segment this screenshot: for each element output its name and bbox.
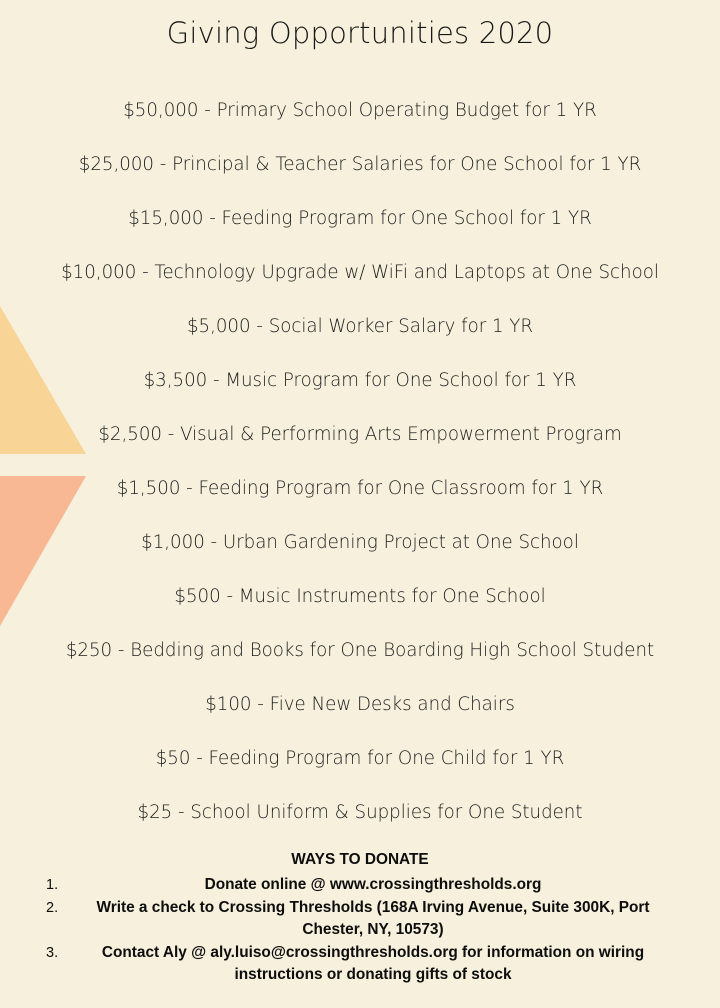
step-number: 1. [46,877,59,893]
giving-item: $2,500 - Visual & Performing Arts Empowerment Program [98,424,622,445]
step-text: Donate online @ www.crossingthresholds.org [204,876,542,893]
giving-item: $50,000 - Primary School Operating Budget for 1 YR [123,100,597,121]
giving-item: $250 - Bedding and Books for One Boarding High School Student [65,640,655,661]
giving-item: $5,000 - Social Worker Salary for 1 YR [186,316,534,337]
giving-item: $25 - School Uniform & Supplies for One Student [137,802,583,823]
giving-item: $50 - Feeding Program for One Child for 1 YR [155,748,565,769]
page-title: Giving Opportunities 2020 [166,16,554,50]
giving-item: $1,000 - Urban Gardening Project at One School [141,532,579,553]
ways-to-donate-heading: WAYS TO DONATE [291,851,429,868]
giving-item: $1,500 - Feeding Program for One Classroom for 1 YR [116,478,604,499]
giving-item: $100 - Five New Desks and Chairs [205,694,515,715]
step-text: Contact Aly @ aly.luiso@crossingthresholds.org for information on wiring instructions or donating gifts of stock [101,943,645,983]
donate-step [0,897,720,942]
donate-step [0,942,720,987]
giving-item: $3,500 - Music Program for One School for 1 YR [143,370,577,391]
giving-item: $25,000 - Principal & Teacher Salaries for One School for 1 YR [78,154,642,175]
ways-to-donate-section [0,851,720,987]
giving-item: $500 - Music Instruments for One School [174,586,546,607]
giving-opportunities-list [0,102,720,858]
step-number: 3. [46,944,59,961]
donate-steps-list [0,874,720,987]
giving-item: $10,000 - Technology Upgrade w/ WiFi and Laptops at One School [61,262,659,283]
step-number: 2. [46,899,59,916]
giving-item: $15,000 - Feeding Program for One School for 1 YR [128,208,592,229]
donate-step [0,874,720,897]
step-text: Write a check to Crossing Thresholds (168A Irving Avenue, Suite 300K, Port Chester, NY, 10573) [96,898,650,938]
